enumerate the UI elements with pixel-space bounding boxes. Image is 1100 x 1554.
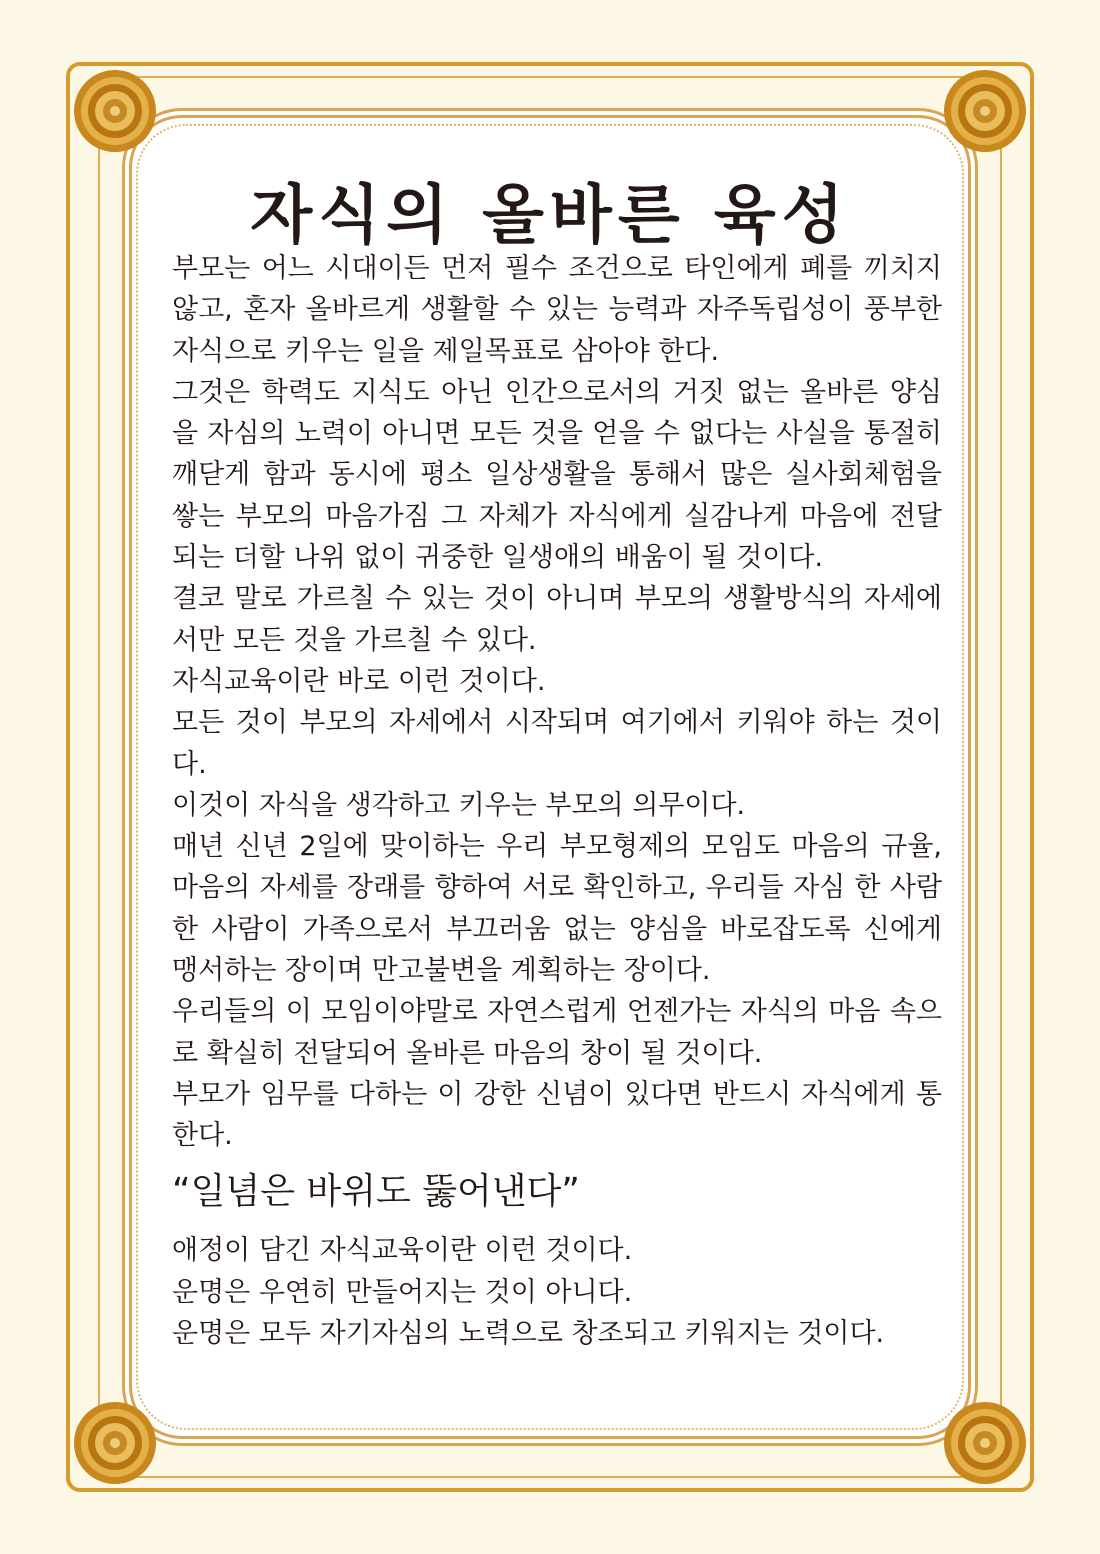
closing-lines <box>172 1230 942 1355</box>
paragraph: 부모가 임무를 다하는 이 강한 신념이 있다면 반드시 자식에게 통한다. <box>172 1078 942 1152</box>
paragraph: 매년 신년 2일에 맞이하는 우리 부모형제의 모임도 마음의 규율, 마음의 자세를 장래를 향하여 서로 확인하고, 우리들 자심 한 사람 한 사람이 가족으로서 부끄러움 없는 양심을 바로잡도록 신에게 맹서하는 장이며 만고불변을 계획하는 장이다. <box>172 831 942 987</box>
closing-line: 운명은 모두 자기자심의 노력으로 창조되고 키워지는 것이다. <box>172 1318 885 1349</box>
medallion-bottom-right-icon <box>942 1400 1028 1486</box>
paragraph: 우리들의 이 모임이야말로 자연스럽게 언젠가는 자식의 마음 속으로 확실히 전달되어 올바른 마음의 창이 될 것이다. <box>172 996 942 1069</box>
motto-quote: “일념은 바위도 뚫어낸다” <box>172 1171 580 1212</box>
medallion-bottom-left-icon <box>72 1400 158 1486</box>
document-title: 자식의 올바른 육성 <box>250 179 850 253</box>
medallion-top-left-icon <box>72 68 158 154</box>
paragraph: 그것은 학력도 지식도 아닌 인간으로서의 거짓 없는 올바른 양심을 자심의 노력이 아니면 모든 것을 얻을 수 없다는 사실을 통절히 깨닫게 함과 동시에 평소 일상생활을 통해서 많은 실사회체험을 쌓는 부모의 마음가짐 그 자체가 자식에게 실감나게 마음에 전달되는 더할 나위 없이 귀중한 일생애의 배움이 될 것이다. <box>172 376 942 574</box>
body-paragraphs <box>172 248 942 1157</box>
paragraph: 모든 것이 부모의 자세에서 시작되며 여기에서 키워야 하는 것이다. <box>172 707 942 780</box>
closing-line: 운명은 우연히 만들어지는 것이 아니다. <box>172 1276 633 1308</box>
medallion-top-right-icon <box>942 68 1028 154</box>
paragraph: 부모는 어느 시대이든 먼저 필수 조건으로 타인에게 폐를 끼치지 않고, 혼자 올바르게 생활할 수 있는 능력과 자주독립성이 풍부한 자식으로 키우는 일을 제일목표로 삼아야 한다. <box>172 253 942 367</box>
paragraph: 이것이 자식을 생각하고 키우는 부모의 의무이다. <box>172 789 746 821</box>
closing-line: 애정이 담긴 자식교육이란 이런 것이다. <box>172 1235 633 1266</box>
paragraph: 자식교육이란 바로 이런 것이다. <box>172 665 546 697</box>
paragraph: 결코 말로 가르칠 수 있는 것이 아니며 부모의 생활방식의 자세에서만 모든 것을 가르칠 수 있다. <box>172 583 942 656</box>
